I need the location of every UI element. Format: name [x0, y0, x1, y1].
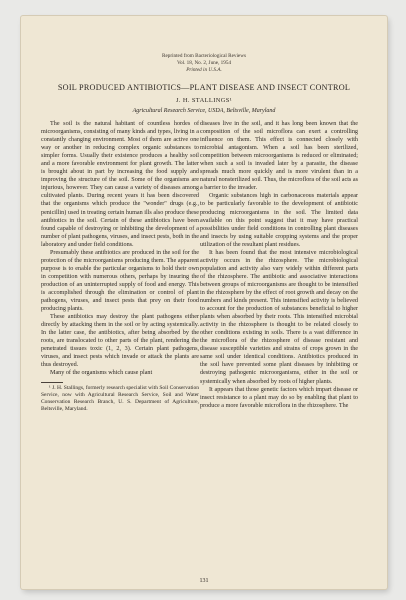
- paragraph: Organic substances high in carbonaceous materials appear to be particularly favorable to the development of antibiotic producing microorganisms in the soil. The limited data available on this point suggest that it may have practical possibilities under field conditions in controlling plant diseases and insects by using suitable cropping systems and the proper utilization of the resultant plant residues.: [200, 193, 358, 248]
- author-affiliation: Agricultural Research Service, USDA, Beltsville, Maryland: [132, 108, 276, 114]
- paper-page: [21, 16, 387, 589]
- reprint-line-2: Vol. 18, No. 2, June, 1954: [176, 60, 232, 66]
- paragraph: It appears that those genetic factors which impart disease or insect resistance to a plant may do so by enabling that plant to produce a more favorable microflora in the rhizosphere. The: [200, 386, 358, 409]
- footnote: ¹ J. H. Stallings, formerly research specialist with Soil Conservation Service, now with Agricultural Research Service, Soil and Water Conservation Research Branch, U. S. Department of Agriculture, Beltsville, Maryland.: [41, 384, 199, 412]
- paragraph: diseases live in the soil, and it has long been known that the composition of the soil microflora can exert a controlling influence on them. This effect is connected closely with microbial antagonism. When a soil has been sterilized, competition between microorganisms is reduced or eliminated; when such a soil is invaded later by a parasite, the disease spreads much more quickly and is more virulent than in a natural nonsterilized soil. Thus, the microflora of the soil acts as a barrier to the invader.: [200, 121, 358, 192]
- page-number: 131: [199, 578, 209, 584]
- author-name: J. H. STALLINGS¹: [175, 97, 233, 104]
- reprint-line-1: Reprinted from Bacteriological Reviews: [162, 53, 246, 59]
- paragraph: Presumably these antibiotics are produced in the soil for the protection of the microorganisms producing them. The apparent purpose is to enable the particular organisms to hold their own in competition with numerous others, perhaps by insuring the production of an uninterrupted supply of food and energy. This is accomplished through the elimination or control of plant pathogens, viruses, and insect pests that prey on their food producing plants.: [41, 249, 199, 313]
- article-title: SOIL PRODUCED ANTIBIOTICS—PLANT DISEASE AND INSECT CONTROL: [57, 83, 351, 92]
- reprint-line-3: Printed in U.S.A.: [186, 67, 222, 73]
- reprint-notice: [21, 53, 387, 74]
- left-column: [41, 120, 199, 413]
- paragraph: Many of the organisms which cause plant: [50, 370, 153, 377]
- right-column: [200, 120, 358, 410]
- footnote-rule: [41, 382, 63, 383]
- paragraph: It has been found that the most intensive microbiological activity occurs in the rhizosphere. The microbiological population and activity also vary widely within different parts of the rhizosphere. The antibiotic and associative interactions between groups of microorganisms are thought to be intensified in the rhizosphere by the effect of root growth and decay on the numbers and kinds present. This intensified activity is believed to account for the production of substances beneficial to higher plants when absorbed by their roots. This intensified microbial activity in the rhizosphere is thought to be related closely to other conditions existing in soils. There is a vast difference in the microflora of the rhizosphere of disease resistant and disease susceptible varieties and strains of crops grown in the same soil under identical conditions. Antibiotics produced in the soil have prevented some plant diseases by inhibiting or destroying pathogenic microorganisms, either in the soil or systemically when absorbed by roots of higher plants.: [200, 249, 358, 385]
- paragraph: The soil is the natural habitant of countless hordes of microorganisms, consisting of many kinds and types, living in a constantly changing environment. Most of them are active one way or another in reducing complex organic substances to simpler forms. Usually their existence produces a healthy soil and a more favorable environment for plant growth. The latter is brought about in part by increasing the food supply and improving the structure of the soil. Some of the organisms are injurious, however. They can cause a variety of diseases among cultivated plants. During recent years it has been discovered that the organisms which produce the "wonder" drugs (e.g., penicillin) used in treating certain human ills also produce these antibiotics in the soil. Certain of these antibiotics have been found capable of destroying or inhibiting the development of a number of plant pathogens, viruses, and insect pests, both in the laboratory and under field conditions.: [41, 121, 199, 248]
- paragraph: These antibiotics may destroy the plant pathogens either directly by attacking them in the soil or by acting systemically. In the latter case, the antibiotics, after being absorbed by the roots, are translocated to other parts of the plant, rendering the penetrated tissues toxic (1, 2, 3). Certain plant pathogens, viruses, and insect pests which invade or attack the plants are thus destroyed.: [41, 314, 199, 369]
